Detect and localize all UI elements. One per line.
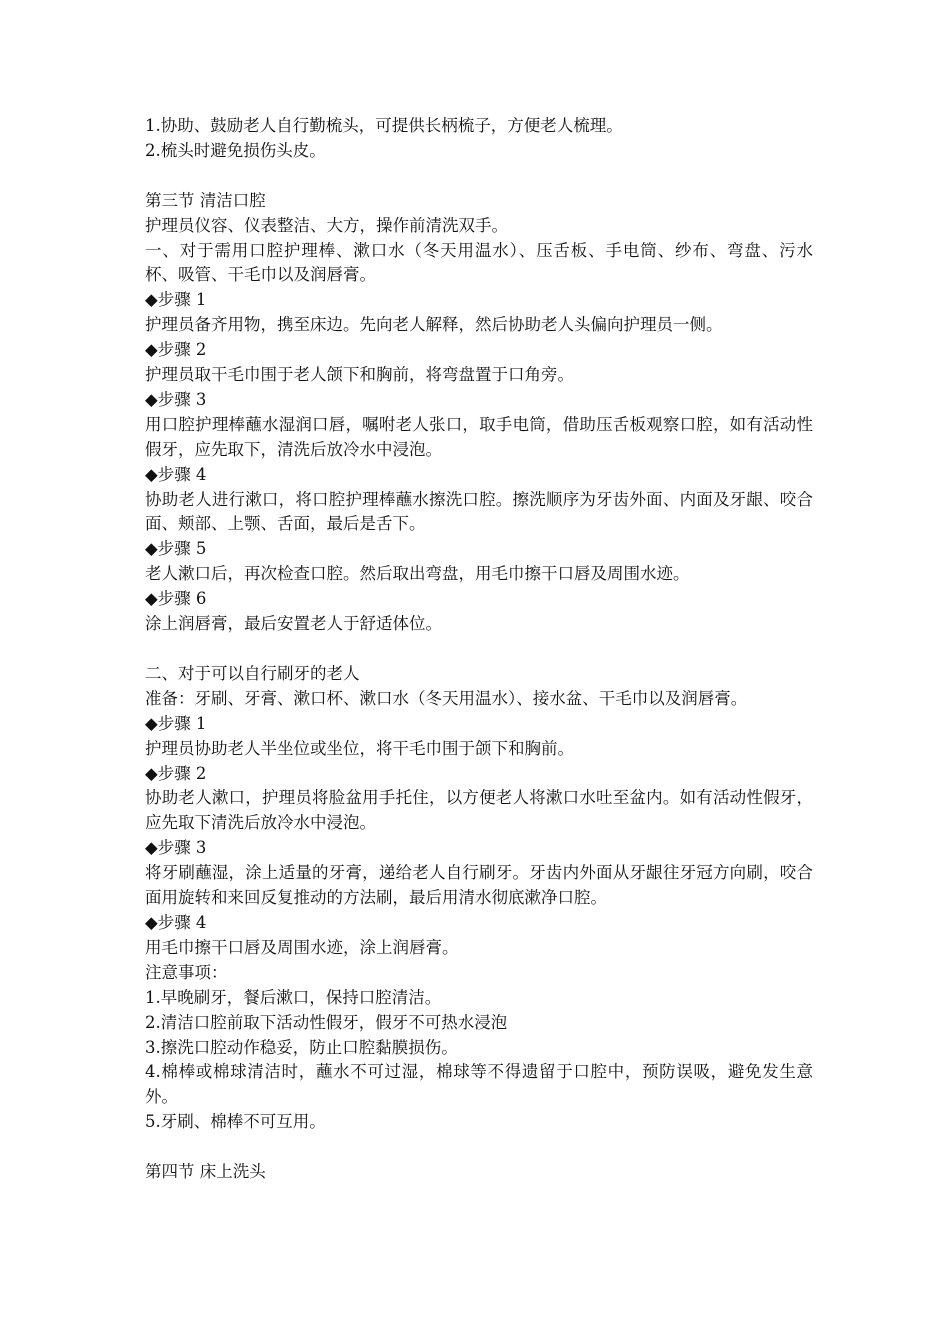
note-item-4: 4.棉棒或棉球清洁时，蘸水不可过湿，棉球等不得遗留于口腔中，预防误吸，避免发生意外。 <box>145 1062 813 1107</box>
part-2-step-3-text: 将牙刷蘸湿，涂上适量的牙膏，递给老人自行刷牙。牙齿内外面从牙龈往牙冠方向刷，咬合面用旋转和来回反复推动的方法刷，最后用清水彻底漱净口腔。 <box>145 863 813 908</box>
part-1-step-3-label: ◆步骤 3 <box>145 389 207 409</box>
spacer <box>145 164 813 189</box>
notes-heading: 注意事项： <box>145 962 228 982</box>
note-item-3: 3.擦洗口腔动作稳妥，防止口腔黏膜损伤。 <box>145 1037 458 1057</box>
part-1-step-5-text: 老人漱口后，再次检查口腔。然后取出弯盘，用毛巾擦干口唇及周围水迹。 <box>145 564 690 584</box>
part-1-step-4-text: 协助老人进行漱口，将口腔护理棒蘸水擦洗口腔。擦洗顺序为牙齿外面、内面及牙龈、咬合面、颊部、上颚、舌面，最后是舌下。 <box>145 489 813 534</box>
note-item-5: 5.牙刷、棉棒不可互用。 <box>145 1112 326 1132</box>
part-2-step-1-label: ◆步骤 1 <box>145 713 207 733</box>
part-1-step-6-label: ◆步骤 6 <box>145 589 207 609</box>
part-1-heading: 一、对于需用口腔护理棒、漱口水（冬天用温水）、压舌板、手电筒、纱布、弯盘、污水杯、吸管、干毛巾以及润唇膏。 <box>145 240 813 285</box>
part-1-step-4-label: ◆步骤 4 <box>145 464 207 484</box>
part-2-step-2-label: ◆步骤 2 <box>145 763 207 783</box>
spacer <box>145 1135 813 1160</box>
part-2-step-1-text: 护理员协助老人半坐位或坐位，将干毛巾围于颌下和胸前。 <box>145 738 574 758</box>
spacer <box>145 637 813 662</box>
part-2-prep: 准备：牙刷、牙膏、漱口杯、漱口水（冬天用温水）、接水盆、干毛巾以及润唇膏。 <box>145 688 748 708</box>
part-1-step-1-text: 护理员备齐用物，携至床边。先向老人解释，然后协助老人头偏向护理员一侧。 <box>145 315 723 335</box>
section-3-intro: 护理员仪容、仪表整洁、大方，操作前清洗双手。 <box>145 215 508 235</box>
document-page <box>145 114 813 1185</box>
note-item-2: 2.清洁口腔前取下活动性假牙，假牙不可热水浸泡 <box>145 1012 508 1032</box>
part-2-step-4-label: ◆步骤 4 <box>145 912 207 932</box>
part-1-step-2-text: 护理员取干毛巾围于老人颌下和胸前，将弯盘置于口角旁。 <box>145 365 574 385</box>
part-1-step-3-text: 用口腔护理棒蘸水湿润口唇，嘱咐老人张口，取手电筒，借助压舌板观察口腔，如有活动性假牙，应先取下，清洗后放冷水中浸泡。 <box>145 414 813 459</box>
part-1-step-2-label: ◆步骤 2 <box>145 340 207 360</box>
note-item-1: 1.早晚刷牙，餐后漱口，保持口腔清洁。 <box>145 987 442 1007</box>
hair-note-1: 1.协助、鼓励老人自行勤梳头，可提供长柄梳子，方便老人梳理。 <box>145 116 623 135</box>
hair-note-2: 2.梳头时避免损伤头皮。 <box>145 140 326 160</box>
part-2-step-2-text: 协助老人漱口，护理员将脸盆用手托住，以方便老人将漱口水吐至盆内。如有活动性假牙，应先取下清洗后放冷水中浸泡。 <box>145 788 813 833</box>
part-2-heading: 二、对于可以自行刷牙的老人 <box>145 663 360 683</box>
part-2-step-4-text: 用毛巾擦干口唇及周围水迹，涂上润唇膏。 <box>145 937 459 957</box>
part-1-step-1-label: ◆步骤 1 <box>145 290 207 310</box>
part-2-step-3-label: ◆步骤 3 <box>145 838 207 858</box>
part-1-step-5-label: ◆步骤 5 <box>145 539 207 559</box>
section-3-title: 第三节 清洁口腔 <box>145 190 266 210</box>
part-1-step-6-text: 涂上润唇膏，最后安置老人于舒适体位。 <box>145 614 442 634</box>
section-4-title: 第四节 床上洗头 <box>145 1162 266 1182</box>
